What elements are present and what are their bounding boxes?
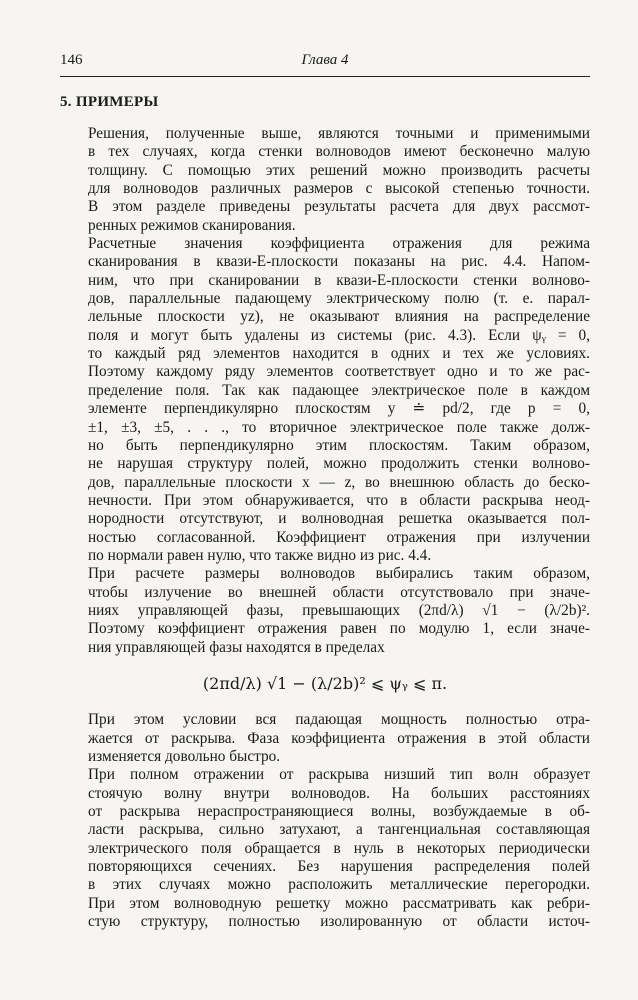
text-line: Поэтому коэффициент отражения равен по модулю 1, если значе- xyxy=(88,620,590,638)
text-line: сканирования в квази-E-плоскости показаны на рис. 4.4. Напом- xyxy=(88,253,590,271)
page-number: 146 xyxy=(60,52,83,68)
paragraph-2 xyxy=(60,235,590,565)
text-line: пределение поля. Так как падающее электрическое поле в каждом xyxy=(88,381,590,399)
text-line: изменяется довольно быстро. xyxy=(88,748,281,765)
page-header xyxy=(60,52,590,72)
text-line: нечности. При этом обнаруживается, что в области раскрыва неод- xyxy=(88,491,590,509)
text-line: Поэтому каждому ряду элементов соответствует одно и то же рас- xyxy=(88,363,590,381)
text-line: ностью согласованной. Коэффициент отражения при излучении xyxy=(88,528,590,546)
text-line: в тех случаях, когда стенки волноводов имеют бесконечно малую xyxy=(88,143,590,161)
text-line: При расчете размеры волноводов выбирались таким образом, xyxy=(88,565,590,583)
text-line: При этом волноводную решетку можно рассматривать как ребри- xyxy=(88,894,590,912)
text-line: дов, параллельные падающему электрическому полю (т. е. парал- xyxy=(88,290,590,308)
text-line: Расчетные значения коэффициента отражения для режима xyxy=(88,235,590,253)
text-line: В этом разделе приведены результаты расчета для двух рассмот- xyxy=(88,198,590,216)
text-line: ласти раскрыва, сильно затухают, а тангенциальная составляющая xyxy=(88,821,590,839)
text-line: стоячую волну внутри волноводов. На больших расстояниях xyxy=(88,784,590,802)
text-line: но быть перпендикулярно этим плоскостям. Таким образом, xyxy=(88,436,590,454)
text-line: для волноводов различных размеров с высокой степенью точности. xyxy=(88,180,590,198)
text-line: элементе перпендикулярно плоскостям y ≐ pd/2, где p = 0, xyxy=(88,400,590,418)
text-line: повторяющихся сечениях. Без нарушения распределения полей xyxy=(88,858,590,876)
display-formula: (2πd/λ) √1 − (λ/2b)² ⩽ ψᵧ ⩽ π. xyxy=(202,673,448,693)
text-line: жается от раскрыва. Фаза коэффициента отражения в этой области xyxy=(88,729,590,747)
text-line: ним, что при сканировании в квази-E-плоскости стенки волново- xyxy=(88,271,590,289)
text-line: дов, параллельные плоскости x — z, во внешнюю область до беско- xyxy=(88,473,590,491)
section-title: 5. ПРИМЕРЫ xyxy=(60,94,159,110)
text-line: не нарушая структуру полей, можно продолжить стенки волново- xyxy=(88,455,590,473)
text-line: ниях управляющей фазы, превышающих (2πd/λ) √1 − (λ/2b)². xyxy=(88,601,590,619)
text-line: нородности отсутствуют, и волноводная решетка оказывается пол- xyxy=(88,510,590,528)
body-text xyxy=(60,125,590,931)
text-line: в этих случаях можно расположить металлические перегородки. xyxy=(88,876,590,894)
paragraph-3 xyxy=(60,565,590,657)
text-line: электрического поля обращается в нуль в некоторых периодически xyxy=(88,839,590,857)
book-page xyxy=(60,52,590,931)
paragraph-5 xyxy=(60,766,590,931)
text-line: по нормали равен нулю, что также видно из рис. 4.4. xyxy=(88,546,432,564)
text-line: толщину. С помощью этих решений можно производить расчеты xyxy=(88,161,590,179)
header-rule xyxy=(60,76,590,77)
text-line: поля и могут быть удалены из системы (рис. 4.3). Если ψᵧ = 0, xyxy=(88,326,590,344)
text-line: чтобы излучение во внешней области отсутствовало при значе- xyxy=(88,583,590,601)
text-line: ±1, ±3, ±5, . . ., то вторичное электрическое поле также долж- xyxy=(88,418,590,436)
running-head: Глава 4 xyxy=(301,52,349,68)
text-line: лельные плоскости yz), не оказывают влияния на распределение xyxy=(88,308,590,326)
text-line: стую структуру, полностью изолированную от области источ- xyxy=(88,913,590,931)
paragraph-1 xyxy=(60,125,590,235)
text-line: ния управляющей фазы находятся в пределах xyxy=(88,638,385,656)
paragraph-4 xyxy=(60,711,590,766)
text-line: При полном отражении от раскрыва низший тип волн образует xyxy=(88,766,590,784)
text-line: Решения, полученные выше, являются точными и применимыми xyxy=(88,125,590,142)
text-line: При этом условии вся падающая мощность полностью отра- xyxy=(88,711,590,729)
text-line: ренных режимов сканирования. xyxy=(88,216,296,234)
text-line: то каждый ряд элементов находится в одних и тех же условиях. xyxy=(88,345,590,363)
text-line: от раскрыва нераспространяющиеся волны, возбуждаемые в об- xyxy=(88,803,590,821)
